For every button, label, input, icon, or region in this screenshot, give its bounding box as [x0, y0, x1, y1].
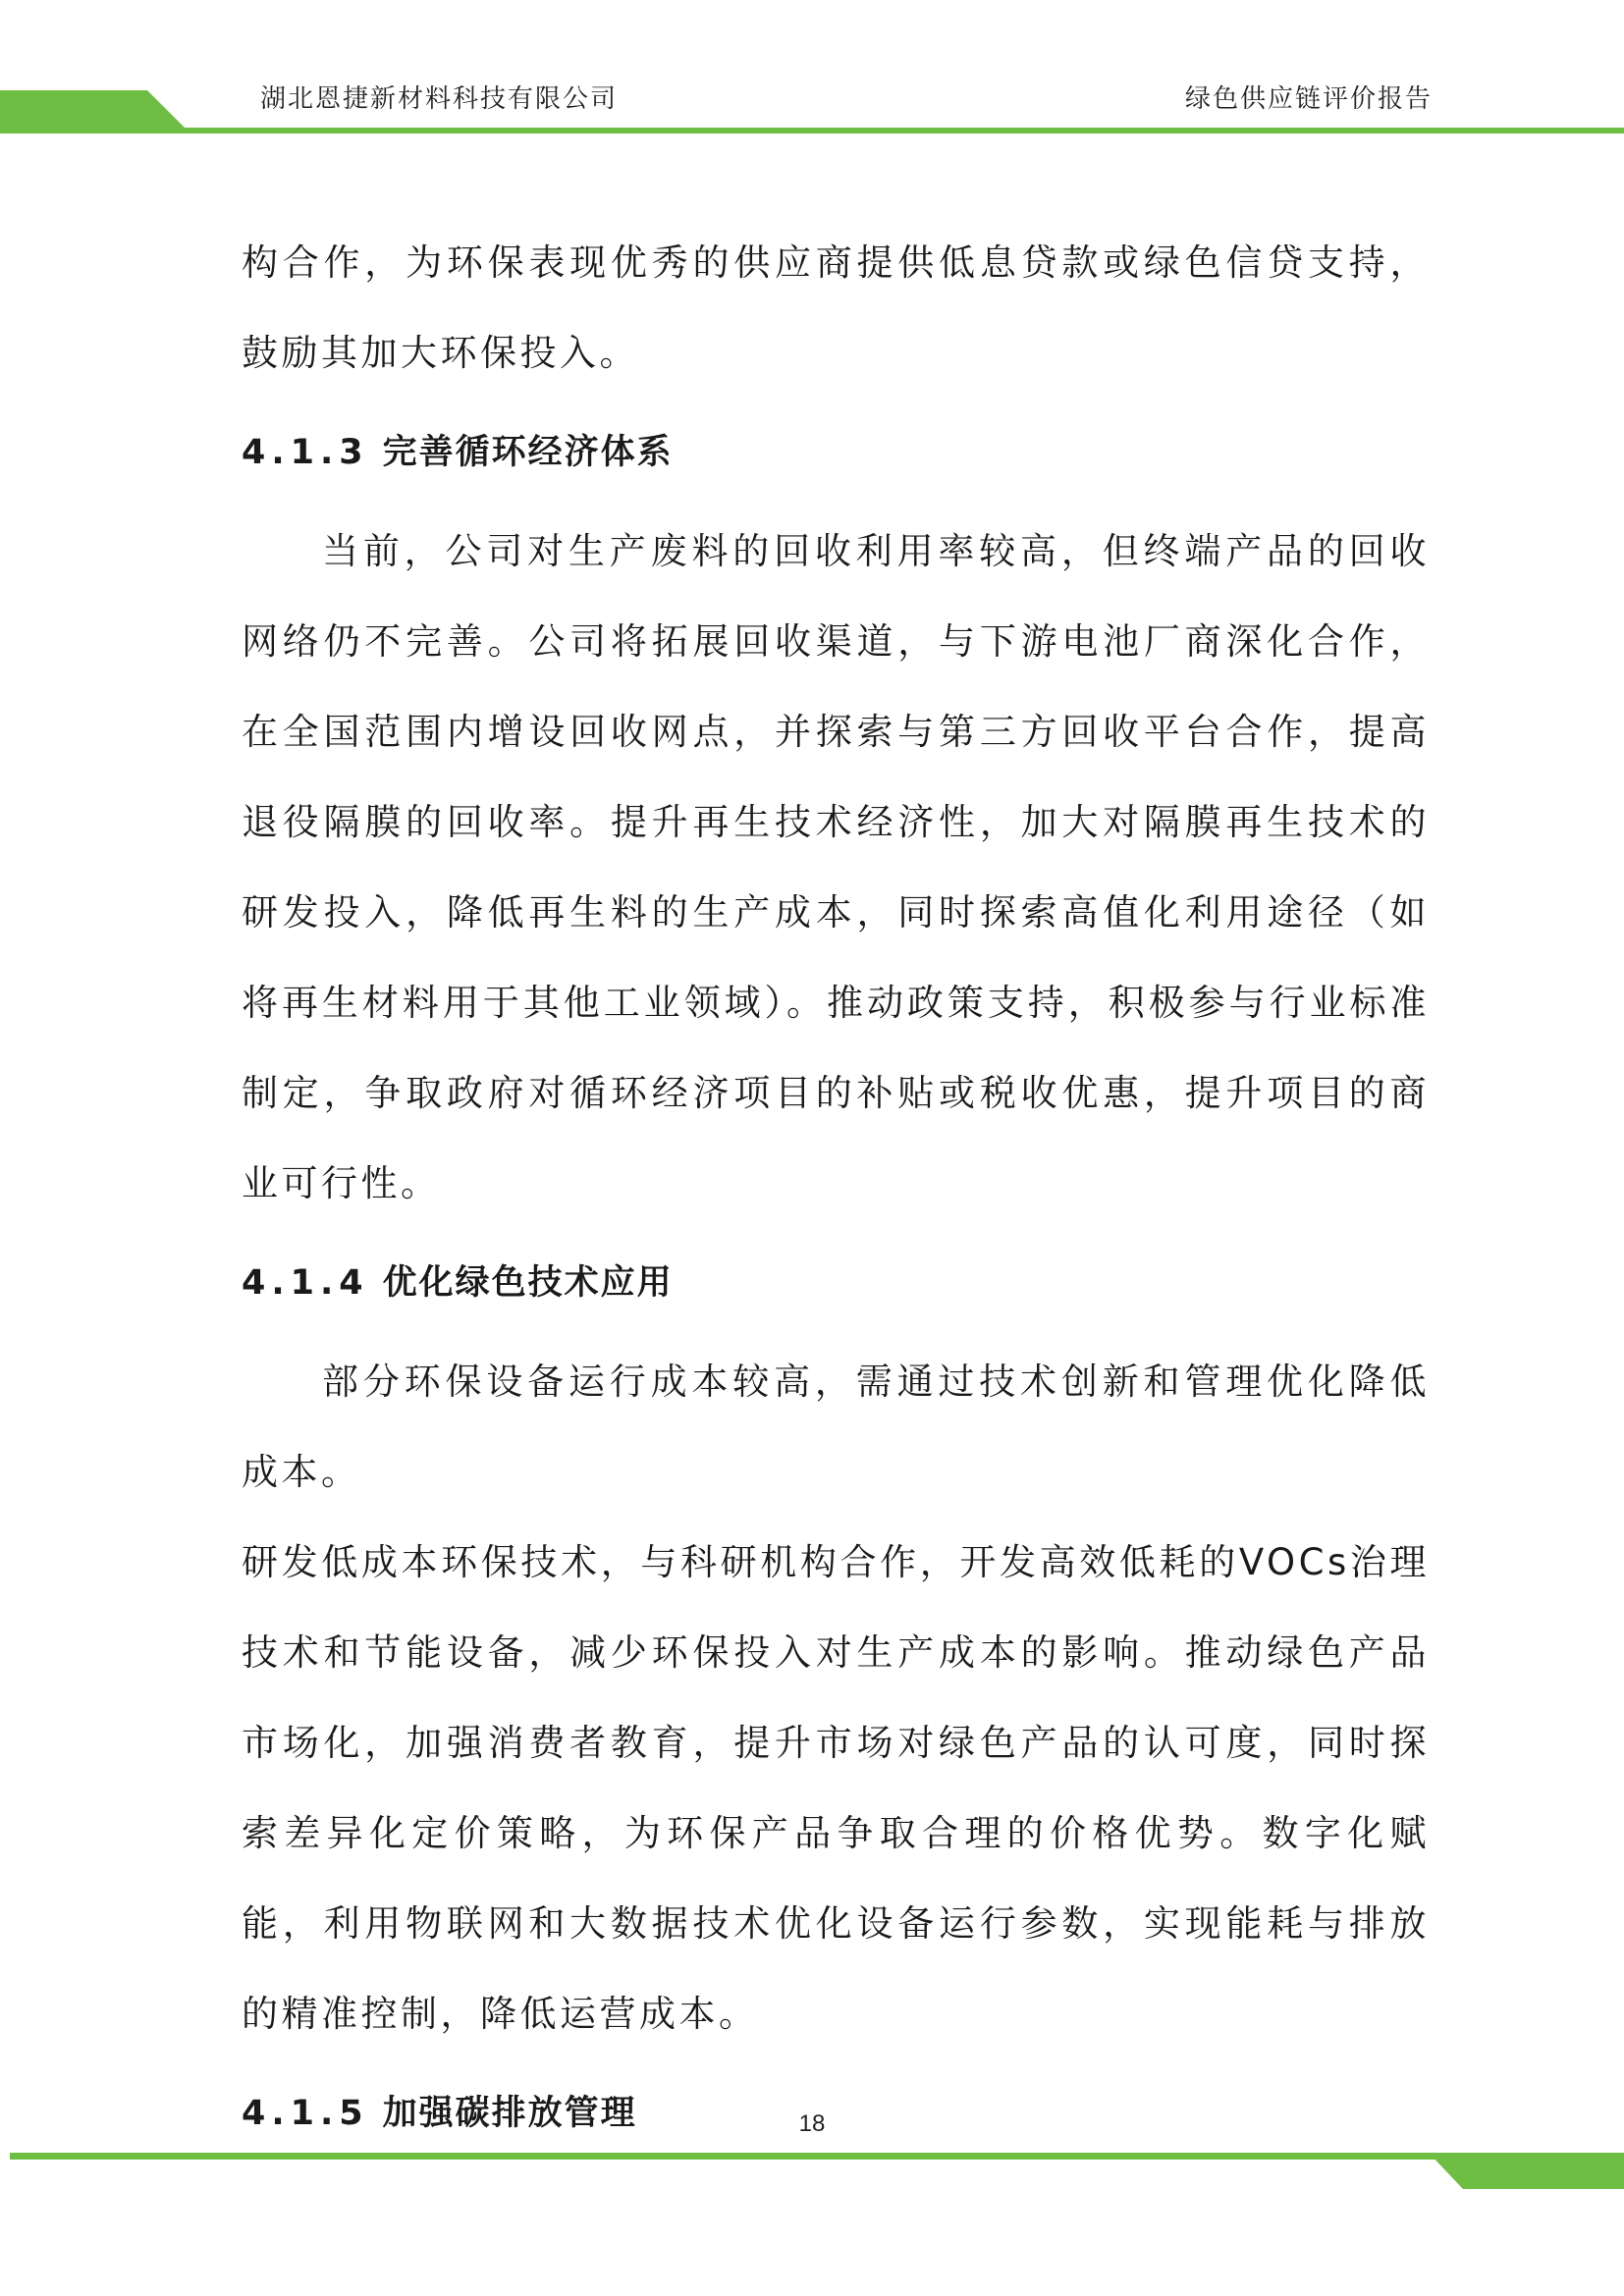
- section-heading-4-1-4: [242, 1229, 1430, 1337]
- header-report-title: 绿色供应链评价报告: [1184, 84, 1433, 114]
- paragraph-continued: 构合作，为环保表现优秀的供应商提供低息贷款或绿色信贷支持，鼓励其加大环保投入。: [242, 241, 1430, 374]
- header-left-tab: [0, 90, 187, 130]
- header-band: [0, 0, 1624, 147]
- section-title: 完善循环经济体系: [382, 433, 674, 472]
- section-title: 加强碳排放管理: [382, 2094, 637, 2133]
- header-company-name: 湖北恩捷新材料科技有限公司: [260, 84, 619, 114]
- section-number: 4.1.5: [242, 2094, 369, 2133]
- section-number: 4.1.3: [242, 433, 369, 472]
- page-number: 18: [798, 2110, 826, 2137]
- paragraph-green-tech-intro: 部分环保设备运行成本较高，需通过技术创新和管理优化降低成本。: [242, 1361, 1430, 1493]
- section-number: 4.1.4: [242, 1263, 369, 1303]
- footer-right-tab: [1429, 2153, 1624, 2189]
- header-rule: [0, 128, 1624, 133]
- section-title: 优化绿色技术应用: [382, 1263, 674, 1303]
- footer-band: [0, 2140, 1624, 2258]
- paragraph-green-tech: 研发低成本环保技术，与科研机构合作，开发高效低耗的VOCs治理技术和节能设备，减少环保投入对生产成本的影响。推动绿色产品市场化，加强消费者教育，提升市场对绿色产品的认可度，同时探索差异化定价策略，为环保产品争取合理的价格优势。数字化赋能，利用物联网和大数据技术优化设备运行参数，实现能耗与排放的精准控制，降低运营成本。: [242, 1541, 1430, 2035]
- document-body: [242, 218, 1430, 2167]
- section-heading-4-1-3: [242, 399, 1430, 507]
- footer-rule: [10, 2153, 1624, 2160]
- paragraph-circular-economy: 当前，公司对生产废料的回收利用率较高，但终端产品的回收网络仍不完善。公司将拓展回收渠道，与下游电池厂商深化合作，在全国范围内增设回收网点，并探索与第三方回收平台合作，提高退役隔膜的回收率。提升再生技术经济性，加大对隔膜再生技术的研发投入，降低再生料的生产成本，同时探索高值化利用途径（如将再生材料用于其他工业领域）。推动政策支持，积极参与行业标准制定，争取政府对循环经济项目的补贴或税收优惠，提升项目的商业可行性。: [242, 530, 1430, 1204]
